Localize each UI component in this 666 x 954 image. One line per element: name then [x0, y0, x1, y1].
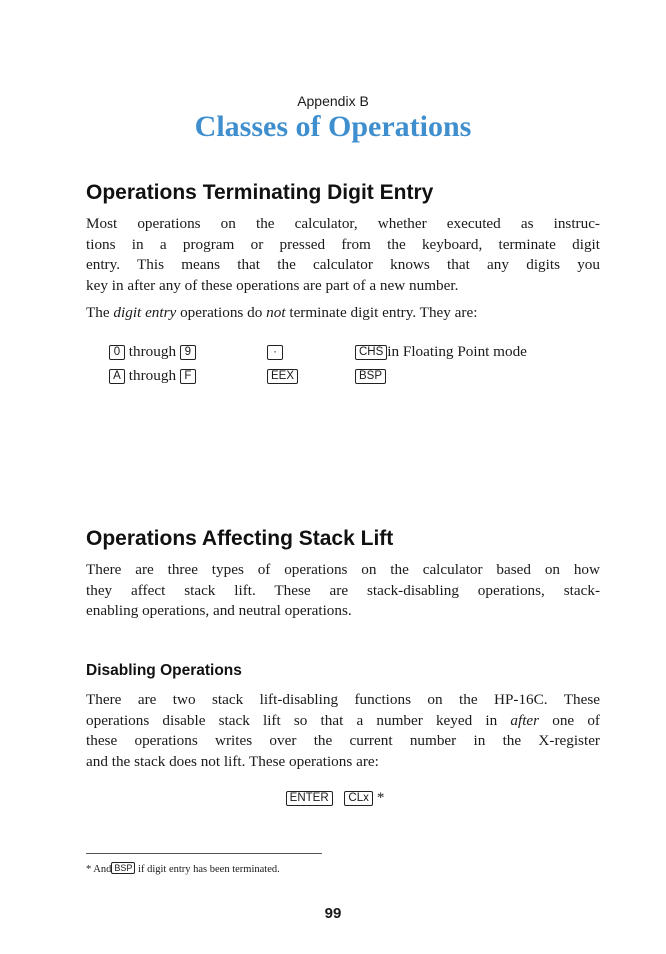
key-0: 0	[109, 345, 125, 360]
key-a: A	[109, 369, 125, 384]
text-line: tions in a program or pressed from the keyboard, terminate digit	[86, 235, 600, 253]
footnote-rule	[86, 853, 322, 854]
paragraph-stack-lift	[86, 560, 600, 622]
appendix-label: Appendix B	[297, 93, 369, 109]
page-title: Classes of Operations	[194, 110, 472, 143]
text-fragment: operations do	[176, 304, 267, 321]
section-heading-stack-lift: Operations Affecting Stack Lift	[86, 527, 394, 550]
footnote-asterisk: *	[86, 864, 92, 875]
key-decimal-point: ·	[267, 345, 283, 360]
footnote-key-bsp: BSP	[111, 862, 135, 874]
text-line	[86, 711, 600, 732]
key-bsp: BSP	[355, 369, 386, 384]
text-line: key in after any of these operations are part of a new number.	[86, 276, 459, 294]
through-text: through	[128, 367, 177, 384]
page-number: 99	[324, 905, 342, 922]
text-line: they affect stack lift. These are stack-disabling operations, stack-	[86, 581, 600, 599]
text-line: these operations writes over the current number in the X-register	[86, 732, 600, 750]
text-line: There are three types of operations on the calculator based on how	[86, 561, 600, 578]
emphasis-not: not	[266, 304, 286, 321]
text-fragment: terminate digit entry. They are:	[285, 304, 478, 321]
text-line: entry. This means that the calculator knows that any digits you	[86, 256, 600, 274]
key-enter: ENTER	[286, 791, 333, 806]
section-heading-terminating: Operations Terminating Digit Entry	[86, 181, 434, 204]
footnote-text: if digit entry has been terminated.	[138, 864, 280, 875]
key-eex: EEX	[267, 369, 298, 384]
text-line: enabling operations, and neutral operations.	[86, 602, 352, 620]
text-fragment: one of	[539, 711, 600, 729]
key-f: F	[180, 369, 196, 384]
disabling-keys-row	[0, 790, 666, 807]
emphasis-digit-entry: digit entry	[113, 304, 177, 321]
subsection-heading-disabling: Disabling Operations	[86, 662, 242, 679]
text-fragment: operations disable stack lift so that a number keyed in	[86, 711, 511, 729]
paragraph-digit-entry	[86, 303, 600, 324]
key-clx: CLx	[344, 791, 372, 806]
key-chs: CHS	[355, 345, 387, 360]
paragraph-disabling	[86, 690, 600, 772]
through-text: through	[128, 343, 177, 360]
text-line: and the stack does not lift. These operations are:	[86, 752, 379, 770]
text-fragment: The	[86, 304, 114, 321]
text-line: Most operations on the calculator, whether executed as instruc-	[86, 215, 600, 232]
footnote-marker: *	[376, 790, 385, 806]
footnote-and: And	[93, 864, 112, 875]
emphasis-after: after	[510, 711, 540, 729]
key-9: 9	[180, 345, 196, 360]
text-line	[86, 303, 600, 324]
footnote	[86, 862, 280, 875]
paragraph-terminating	[86, 214, 600, 296]
text-line: There are two stack lift-disabling functions on the HP-16C. These	[86, 691, 600, 708]
chs-suffix-text: in Floating Point mode	[387, 343, 527, 360]
